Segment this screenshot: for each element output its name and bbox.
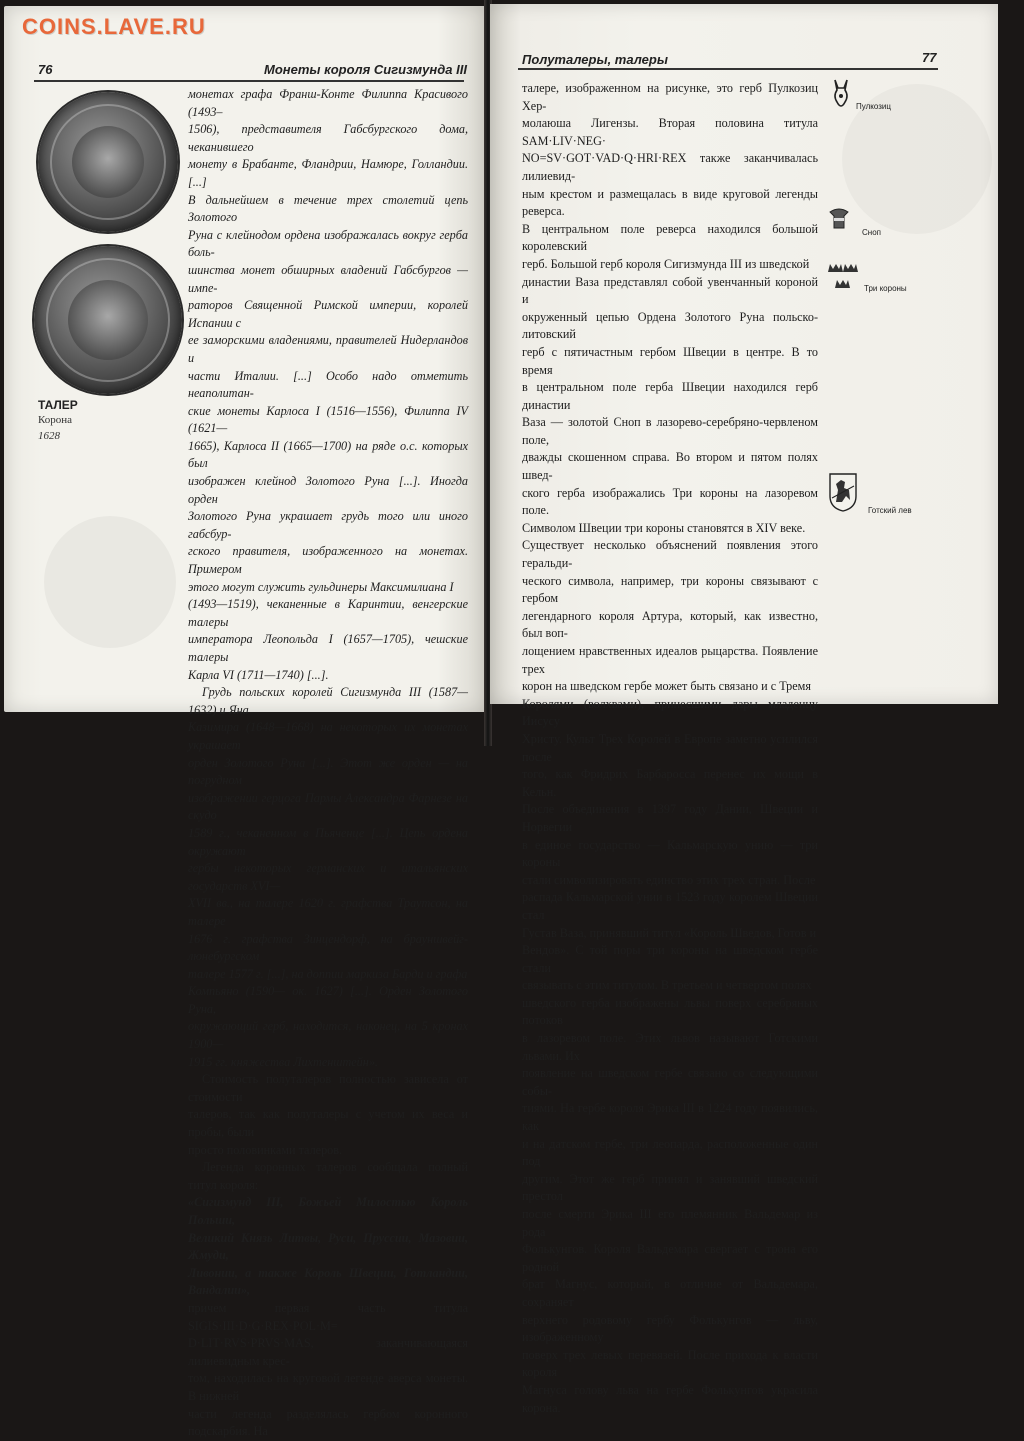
text-line: ские монеты Карлоса I (1516—1556), Филиппа IV (1621— bbox=[188, 403, 468, 436]
text-line: После объединения в 1397 году Дании, Швеции и Норвегии bbox=[522, 802, 818, 834]
pulkozic-coat-icon bbox=[830, 78, 852, 112]
text-line: 1665), Карлоса II (1665—1700) на ряде о.с. которых был bbox=[188, 438, 468, 471]
text-line: другим. Этот же герб принял и занявший шведский престол bbox=[522, 1171, 818, 1204]
text-line: талере 1577 г. [...], на доппии маркиза Барди и графа bbox=[188, 966, 468, 981]
text-line: Христу. Культ Трех Королей в Европе заметно усилился после bbox=[522, 731, 818, 764]
coin-obverse bbox=[38, 92, 178, 232]
text-line: Руна с клейнодом ордена изображалась вокруг герба боль- bbox=[188, 227, 468, 260]
caption-title: ТАЛЕР bbox=[38, 398, 78, 412]
text-line: просто половинками талеров. bbox=[188, 1142, 343, 1157]
watermark: COINS.LAVE.RU bbox=[22, 14, 206, 39]
text-line: том, находилась на круговой легенде аверса монеты. В нижней bbox=[188, 1371, 468, 1403]
text-line: в центральном поле герба Швеции находился герб династии bbox=[522, 380, 818, 412]
text-line: (1493—1519), чеканенные в Каринтии, венгерские талеры bbox=[188, 597, 468, 629]
text-line: В дальнейшем в течение трех столетий цепь Золотого bbox=[188, 192, 468, 225]
text-line: шведского герба изображены львы поверх серебряных потоков bbox=[522, 995, 818, 1028]
text-line: корон на шведском гербе может быть связано и с Тремя bbox=[522, 679, 812, 694]
coin-caption bbox=[38, 398, 78, 444]
sidebar-label-sheaf: Сноп bbox=[862, 228, 881, 237]
text-line: «Сигизмунд III, Божьей Милостью Король Польши, bbox=[188, 1195, 468, 1227]
text-line: 1589 г., чеканенном в Пьяченце [...]. Цепь ордена окружают bbox=[188, 825, 468, 858]
text-line: Карла VI (1711—1740) [...]. bbox=[188, 667, 329, 682]
text-line: Символом Швеции три короны становятся в XIV веке. bbox=[522, 520, 806, 535]
text-line: герб. Большой герб короля Сигизмунда III из шведской bbox=[522, 256, 810, 271]
text-line: Густав Ваза, принявший титул «Король Шведов, Готов и bbox=[522, 925, 817, 940]
text-line: герб с пятичастным гербом Швеции в центре. В то время bbox=[522, 344, 818, 377]
text-line: D·LIT·RVS·PRVS·MAS, заканчивающаяся лилиевидным крес- bbox=[188, 1336, 468, 1368]
text-line: распада Кальмарской унии в 1523 году королем Швеции стал bbox=[522, 890, 818, 922]
text-line: монетах графа Франш-Конте Филиппа Красивого (1493– bbox=[188, 87, 468, 119]
text-line: молаюша Лигензы. Вторая половина титула SAM·LIV·NEG· bbox=[522, 116, 818, 148]
sheaf-icon bbox=[826, 206, 852, 232]
text-line: окруженный цепью Ордена Золотого Руна польско-литовский bbox=[522, 309, 818, 342]
text-line: ского герба изображались Три короны на лазоревом поле. bbox=[522, 485, 818, 518]
text-line: талеров, так как полуталеры с учетом их веса и пробы, были bbox=[188, 1107, 468, 1140]
text-line: орден Золотого Руна [...]. Этот же орден — на погрудном bbox=[188, 755, 468, 788]
right-body-text bbox=[522, 80, 818, 1417]
text-line: ческого символа, например, три короны связывают с гербом bbox=[522, 573, 818, 606]
text-line: Королями (волхвами), принесшими дары младенцу Иисусу bbox=[522, 696, 818, 729]
text-line: появление на шведском гербе связано со следующими собы- bbox=[522, 1066, 818, 1098]
text-line: ным крестом и размещалась в виде круговой легенды реверса. bbox=[522, 186, 818, 219]
text-line: NO=SV·GOT·VAD·Q·HRI·REX также заканчивалась лилиевид- bbox=[522, 151, 818, 183]
text-line: гского правителя, изображенного на монетах. Примером bbox=[188, 544, 468, 577]
sidebar-label-pulkozic: Пулкозиц bbox=[856, 102, 891, 111]
left-page-number: 76 bbox=[38, 62, 53, 77]
caption-year: 1628 bbox=[38, 430, 60, 442]
text-line: окружающий герб, находится, наконец, на 5 кронах 1900— bbox=[188, 1019, 468, 1052]
left-body-text bbox=[188, 86, 468, 1441]
text-line: Великий Князь Литвы, Руси, Пруссии, Мазовии, Жмуди, bbox=[188, 1230, 468, 1263]
text-line: ее заморскими владениями, правителей Нидерландов и bbox=[188, 333, 468, 365]
text-line: Ливонии, а также Король Швеции, Готландии, Вандалии», bbox=[188, 1265, 468, 1298]
text-line: изображен клейнод Золотого Руна [...]. Иногда орден bbox=[188, 474, 468, 506]
text-line: в лазоревом поле. Этих львов называют Готскими львами. Их bbox=[522, 1031, 818, 1063]
three-crowns-icon bbox=[826, 262, 860, 292]
right-page-number: 77 bbox=[922, 50, 937, 65]
text-line: Казимира (1648—1668) на некоторых их монетах украшает bbox=[188, 720, 468, 752]
text-line: династии Ваза представлял собой увенчанный короной и bbox=[522, 274, 818, 307]
text-line: Вендов». С той поры три короны на шведском гербе стали bbox=[522, 943, 818, 975]
sidebar-label-three-crowns: Три короны bbox=[864, 284, 907, 293]
text-line: дважды скошенном справа. Во втором и пятом полях швед- bbox=[522, 450, 818, 483]
text-line: тиями. На гербе короля Эрика III в 1224 году появились, как bbox=[522, 1101, 818, 1134]
text-line: шинства монет обширных владений Габсбургов — импе- bbox=[188, 262, 468, 295]
text-line: раторов Священной Римской империи, королей Испании с bbox=[188, 298, 468, 330]
text-line: монету в Брабанте, Фландрии, Намюре, Голландии. [...] bbox=[188, 157, 468, 189]
text-line: части легенда разделялась гербом коронного подскарбия. На bbox=[188, 1406, 468, 1439]
left-page bbox=[4, 6, 486, 1439]
text-line: и на датском гербе, три леопарда, расположенные один под bbox=[522, 1136, 818, 1169]
text-line: брат Магнус, который, в отличие от Вальдемара, сохраняет bbox=[522, 1277, 818, 1309]
right-page bbox=[490, 4, 998, 1415]
text-line: Ваза — золотой Сноп в лазорево-серебряно-червленом поле, bbox=[522, 415, 818, 447]
caption-denomination: Корона bbox=[38, 414, 73, 426]
right-header-rule bbox=[518, 68, 938, 70]
text-line: талере, изображенном на рисунке, это герб Пулкозиц Хер- bbox=[522, 81, 818, 113]
text-line: в единое государство — Кальмарскую унию — три короны bbox=[522, 837, 818, 870]
text-line: Существует несколько объяснений появления этого геральди- bbox=[522, 538, 818, 571]
text-line: гербы некоторых германских и итальянских государств XVI— bbox=[188, 861, 468, 893]
text-line: императора Леопольда I (1657—1705), чешские талеры bbox=[188, 632, 468, 664]
text-line: изображении герцога Пармы Александра Фарнезе на скудо bbox=[188, 790, 468, 823]
gothic-lion-icon bbox=[828, 472, 858, 512]
text-line: 1915 гг. княжества Лихтенштейн». bbox=[188, 1054, 378, 1069]
text-line: Легенда коронных талеров сообщала полный титул короля: bbox=[188, 1160, 468, 1192]
text-line: после смерти Эрика III его племянник Вальдемар из рода bbox=[522, 1207, 818, 1239]
text-line: поверх трех левых перевязей. После прихода к власти короля bbox=[522, 1347, 818, 1380]
text-line: 1506), представителя Габсбургского дома, чеканившего bbox=[188, 122, 468, 154]
text-line: связывать с этим титулом. В третьем и четвертом полях bbox=[522, 978, 812, 993]
text-line: этого могут служить гульдинеры Максимилиана I bbox=[188, 579, 454, 594]
text-line: верхнего родовому гербу Фолькунгов — льву, изображенному bbox=[522, 1312, 818, 1345]
text-line: 1676 г. графства Зинцендорф, на брауншвейг-люнебургском bbox=[188, 931, 468, 964]
bleedthrough-coin bbox=[44, 516, 176, 648]
text-line: В центральном поле реверса находился большой королевский bbox=[522, 221, 818, 254]
text-line: того, как Фридрих Барбаросса перенес их мощи в Кельн. bbox=[522, 767, 818, 799]
text-line: Компьяно (1590— ок. 1627) [...]. Орден Золотого Руна, bbox=[188, 984, 468, 1016]
right-header-title: Полуталеры, талеры bbox=[522, 52, 668, 67]
text-line: Фолькунгов. Короля Вальдемара свергает с трона его родной bbox=[522, 1242, 818, 1274]
left-header-title: Монеты короля Сигизмунда III bbox=[264, 62, 467, 77]
text-line: Магнуса голову льва на гербе Фолькунгов украсила корона. bbox=[522, 1382, 818, 1415]
left-header-rule bbox=[34, 80, 464, 82]
text-line: части Италии. [...] Особо надо отметить неаполитан- bbox=[188, 368, 468, 401]
text-line: XVII вв., на талере 1620 г. графства Траутсон, на талере bbox=[188, 896, 468, 928]
sidebar-label-gothic-lion: Готский лев bbox=[868, 506, 912, 515]
text-line: лощением нравственных идеалов рыцарства. Появление трех bbox=[522, 644, 818, 676]
text-line: Стоимость полуталеров полностью зависела от стоимости bbox=[188, 1072, 468, 1104]
bleedthrough-coin-right bbox=[842, 84, 992, 234]
coin-reverse bbox=[34, 246, 182, 394]
text-line: Грудь польских королей Сигизмунда III (1587—1632) и Яна bbox=[188, 685, 468, 717]
text-line: стали символизировать единство этих трех стран. После bbox=[522, 872, 816, 887]
text-line: Золотого Руна украшает грудь того или иного габсбур- bbox=[188, 509, 468, 541]
text-line: легендарного короля Артура, который, как известно, был воп- bbox=[522, 608, 818, 641]
text-line: причем первая часть титула SIGIS·III·D·G·REX·POL·M= bbox=[188, 1300, 468, 1333]
